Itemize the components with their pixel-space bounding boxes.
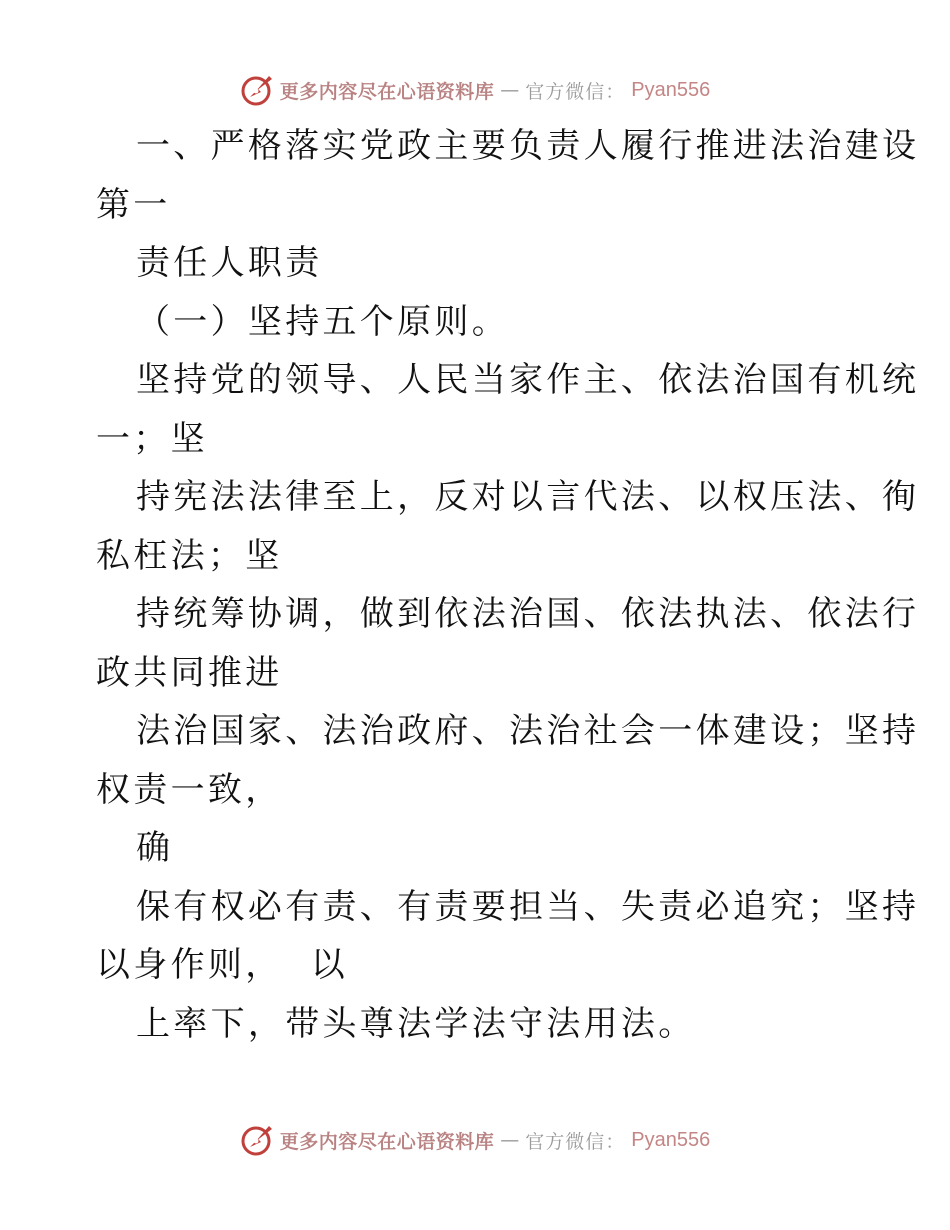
- paragraph-line: 上率下，带头尊法学法守法用法。: [136, 1003, 696, 1044]
- paragraph-line: 持统筹协调，做到依法治国、依法执法、依法行: [136, 594, 920, 634]
- pen-nib-logo-icon: [240, 1123, 274, 1157]
- section-heading: （一）坚持五个原则。: [136, 301, 509, 342]
- paragraph-line: 法治国家、法治政府、法治社会一体建设；坚持: [136, 711, 920, 751]
- watermark-wechat-id: Pyan556: [631, 1128, 711, 1151]
- paragraph-line: 持宪法法律至上，反对以言代法、以权压法、徇: [136, 477, 920, 517]
- paragraph-line: 确: [136, 828, 174, 868]
- watermark-wechat-label: 官方微信：: [525, 80, 626, 103]
- paragraph-line: 权责一致，: [96, 769, 283, 810]
- footer-watermark: [0, 1120, 950, 1160]
- paragraph-line: 一、严格落实党政主要负责人履行推进法治建设: [136, 126, 920, 166]
- watermark-brand-text: 更多内容尽在心语资料库: [279, 1130, 495, 1153]
- paragraph-line: 一；坚: [96, 418, 208, 459]
- watermark-wechat-label: 官方微信：: [525, 1130, 626, 1153]
- watermark-wechat-id: Pyan556: [631, 78, 711, 101]
- paragraph-line: 私枉法；坚: [96, 535, 283, 576]
- pen-nib-logo-icon: [240, 73, 274, 107]
- paragraph-line: 保有权必有责、有责要担当、失责必追究；坚持: [136, 886, 920, 927]
- paragraph-line: 坚持党的领导、人民当家作主、依法治国有机统: [136, 360, 920, 400]
- document-body: [96, 117, 920, 1053]
- paragraph-line: 第一: [96, 184, 171, 225]
- header-watermark: [0, 70, 950, 110]
- watermark-brand-text: 更多内容尽在心语资料库: [279, 80, 495, 103]
- watermark-separator: —: [500, 79, 520, 101]
- watermark-separator: —: [500, 1129, 520, 1151]
- paragraph-line: 责任人职责: [136, 243, 323, 283]
- paragraph-line: 以身作则， 以: [96, 945, 349, 985]
- paragraph-line: 政共同推进: [96, 652, 283, 693]
